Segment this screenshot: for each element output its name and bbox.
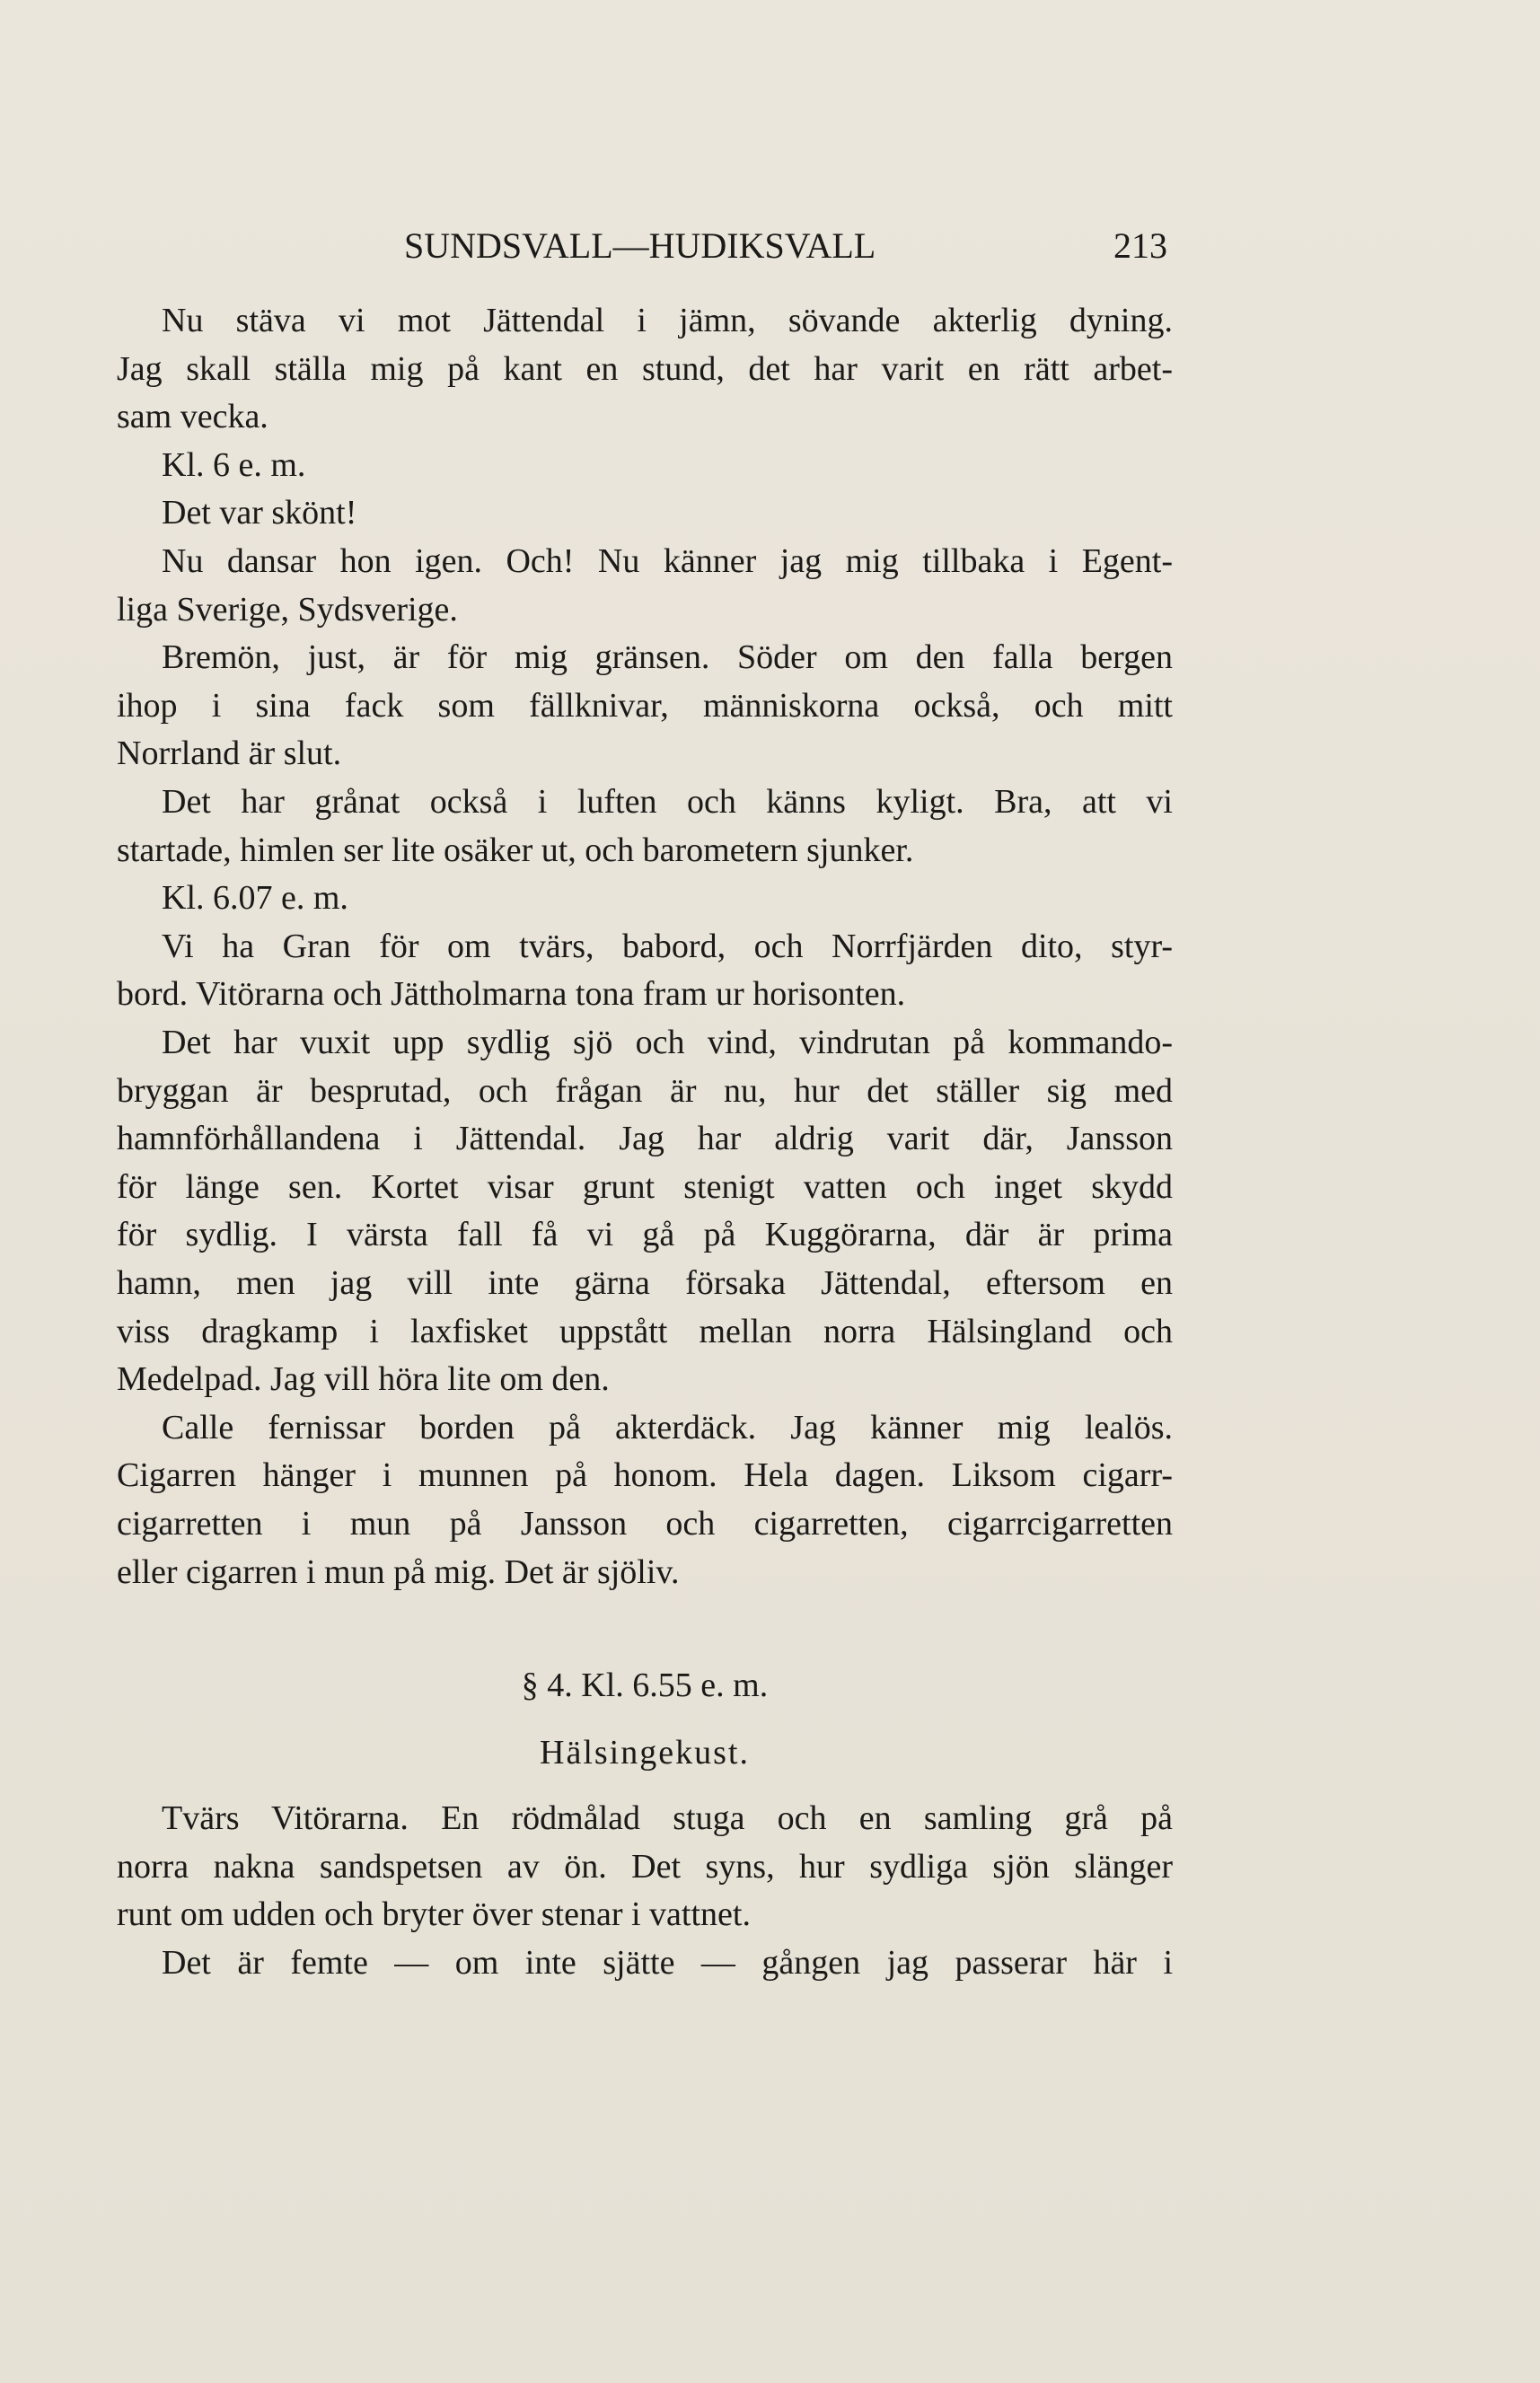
text-line: hamn, men jag vill inte gärna försaka Jättendal, eftersom en [117, 1264, 1173, 1302]
text-line: Det är femte — om inte sjätte — gången jag passerar här i [162, 1943, 1173, 1982]
text-line: liga Sverige, Sydsverige. [117, 590, 458, 629]
text-line: norra nakna sandspetsen av ön. Det syns, hur sydliga sjön slänger [117, 1847, 1173, 1886]
text-line: Det var skönt! [162, 494, 357, 532]
text-line: ihop i sina fack som fällknivar, människorna också, och mitt [117, 686, 1173, 725]
text-line: Kl. 6 e. m. [162, 445, 306, 484]
text-line: Nu dansar hon igen. Och! Nu känner jag mig tillbaka i Egent- [162, 542, 1173, 580]
text-line: eller cigarren i mun på mig. Det är sjöliv. [117, 1552, 680, 1591]
text-line: Tvärs Vitörarna. En rödmålad stuga och en samling grå på [162, 1799, 1173, 1837]
page-number: 213 [1113, 225, 1167, 266]
text-line: Bremön, just, är för mig gränsen. Söder om den falla bergen [162, 638, 1173, 677]
text-line: sam vecka. [117, 398, 268, 436]
text-line: cigarretten i mun på Jansson och cigarretten, cigarrcigarretten [117, 1505, 1173, 1543]
text-line: Det har vuxit upp sydlig sjö och vind, vindrutan på kommando- [162, 1024, 1173, 1061]
text-line: Calle fernissar borden på akterdäck. Jag känner mig lealös. [162, 1408, 1173, 1447]
text-line: runt om udden och bryter över stenar i vattnet. [117, 1895, 751, 1934]
text-line: Cigarren hänger i munnen på honom. Hela dagen. Liksom cigarr- [117, 1456, 1173, 1495]
text-line: Norrland är slut. [117, 734, 342, 773]
text-line: startade, himlen ser lite osäker ut, och barometern sjunker. [117, 831, 914, 869]
text-line: Det har grånat också i luften och känns kyligt. Bra, att vi [162, 783, 1173, 821]
text-line: Vi ha Gran för om tvärs, babord, och Norrfjärden dito, styr- [162, 927, 1173, 965]
text-line: hamnförhållandena i Jättendal. Jag har aldrig varit där, Jansson [117, 1120, 1173, 1158]
text-line: Nu stäva vi mot Jättendal i jämn, sövande akterlig dyning. [162, 302, 1173, 339]
text-line: viss dragkamp i laxfisket uppstått mellan norra Hälsingland och [117, 1312, 1173, 1350]
running-head: SUNDSVALL—HUDIKSVALL [404, 225, 876, 266]
text-line: bord. Vitörarna och Jättholmarna tona fram ur horisonten. [117, 975, 906, 1014]
section-marker: § 4. Kl. 6.55 e. m. [521, 1666, 769, 1704]
text-line: för sydlig. I värsta fall få vi gå på Kuggörarna, där är prima [117, 1216, 1173, 1254]
text-line: för länge sen. Kortet visar grunt stenigt vatten och inget skydd [117, 1167, 1173, 1206]
text-line: Medelpad. Jag vill höra lite om den. [117, 1360, 610, 1399]
text-line: Kl. 6.07 e. m. [162, 879, 348, 918]
text-line: Jag skall ställa mig på kant en stund, det har varit en rätt arbet- [117, 349, 1173, 388]
text-line: bryggan är besprutad, och frågan är nu, hur det ställer sig med [117, 1071, 1173, 1110]
section-title: Hälsingekust. [540, 1734, 750, 1772]
